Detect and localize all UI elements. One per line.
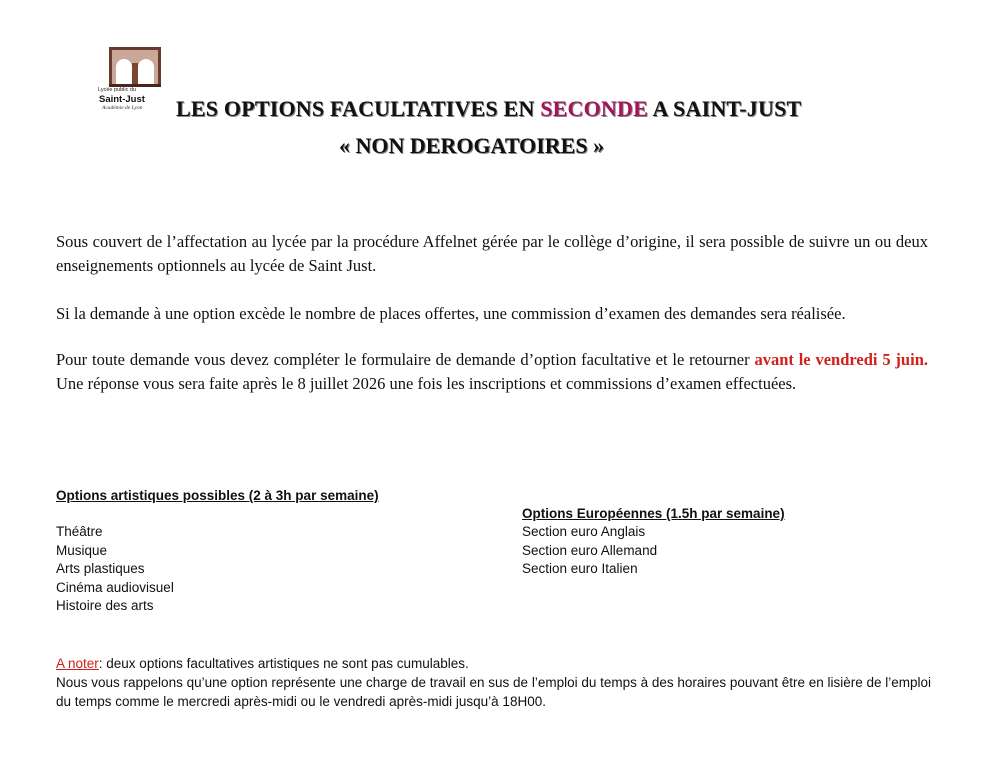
school-logo bbox=[96, 45, 164, 121]
list-item: Section euro Allemand bbox=[522, 542, 658, 558]
list-item: Section euro Italien bbox=[522, 561, 638, 576]
logo-academy: Académie de Lyon bbox=[102, 105, 143, 111]
list-item: Théâtre bbox=[56, 524, 103, 539]
intro-paragraph-1: Sous couvert de l’affectation au lycée par la procédure Affelnet gérée par le collège d’origine, il sera possible de suivre un ou deux enseignements optionnels au lycée de Saint Just. bbox=[56, 232, 928, 275]
list-item: Arts plastiques bbox=[56, 561, 145, 576]
list-item: Section euro Anglais bbox=[522, 524, 646, 539]
list-item: Musique bbox=[56, 542, 108, 558]
title-highlight: SECONDE bbox=[540, 96, 648, 121]
artistic-options-list bbox=[56, 523, 174, 616]
logo-school-name: Saint-Just bbox=[99, 94, 145, 105]
page-title bbox=[176, 96, 801, 122]
artistic-options-heading: Options artistiques possibles (2 à 3h par semaine) bbox=[56, 488, 379, 503]
list-item: Histoire des arts bbox=[56, 598, 154, 613]
european-options-list bbox=[522, 523, 657, 579]
note-line-2: Nous vous rappelons qu’une option représente une charge de travail en sus de l’emploi du temps à des horaires pouvant être en lisière de l’emploi du temps comme le mercredi après-midi ou le vendredi après-midi jusqu’à 18H00. bbox=[56, 675, 932, 709]
note-block bbox=[56, 654, 936, 711]
page-subtitle: « NON DEROGATOIRES » bbox=[339, 133, 605, 158]
p3-text-before: Pour toute demande vous devez compléter le formulaire de demande d’option facultative et le retourner bbox=[56, 350, 755, 369]
note-line-1: : deux options facultatives artistiques ne sont pas cumulables. bbox=[98, 656, 469, 671]
intro-paragraph-3 bbox=[56, 348, 928, 396]
logo-small-text: Lycée public du bbox=[98, 87, 137, 93]
intro-paragraph-2: Si la demande à une option excède le nombre de places offertes, une commission d’examen des demandes sera réalisée. bbox=[56, 304, 846, 323]
deadline-text: avant le vendredi 5 juin. bbox=[754, 350, 928, 369]
title-part-2: A SAINT-JUST bbox=[647, 96, 802, 121]
p3-text-after: Une réponse vous sera faite après le 8 juillet 2026 une fois les inscriptions et commissions d’examen effectuées. bbox=[56, 374, 797, 393]
note-label: A noter bbox=[56, 656, 99, 671]
title-part-1: LES OPTIONS FACULTATIVES EN bbox=[176, 96, 541, 121]
european-options-heading: Options Européennes (1.5h par semaine) bbox=[522, 506, 785, 521]
list-item: Cinéma audiovisuel bbox=[56, 579, 174, 595]
